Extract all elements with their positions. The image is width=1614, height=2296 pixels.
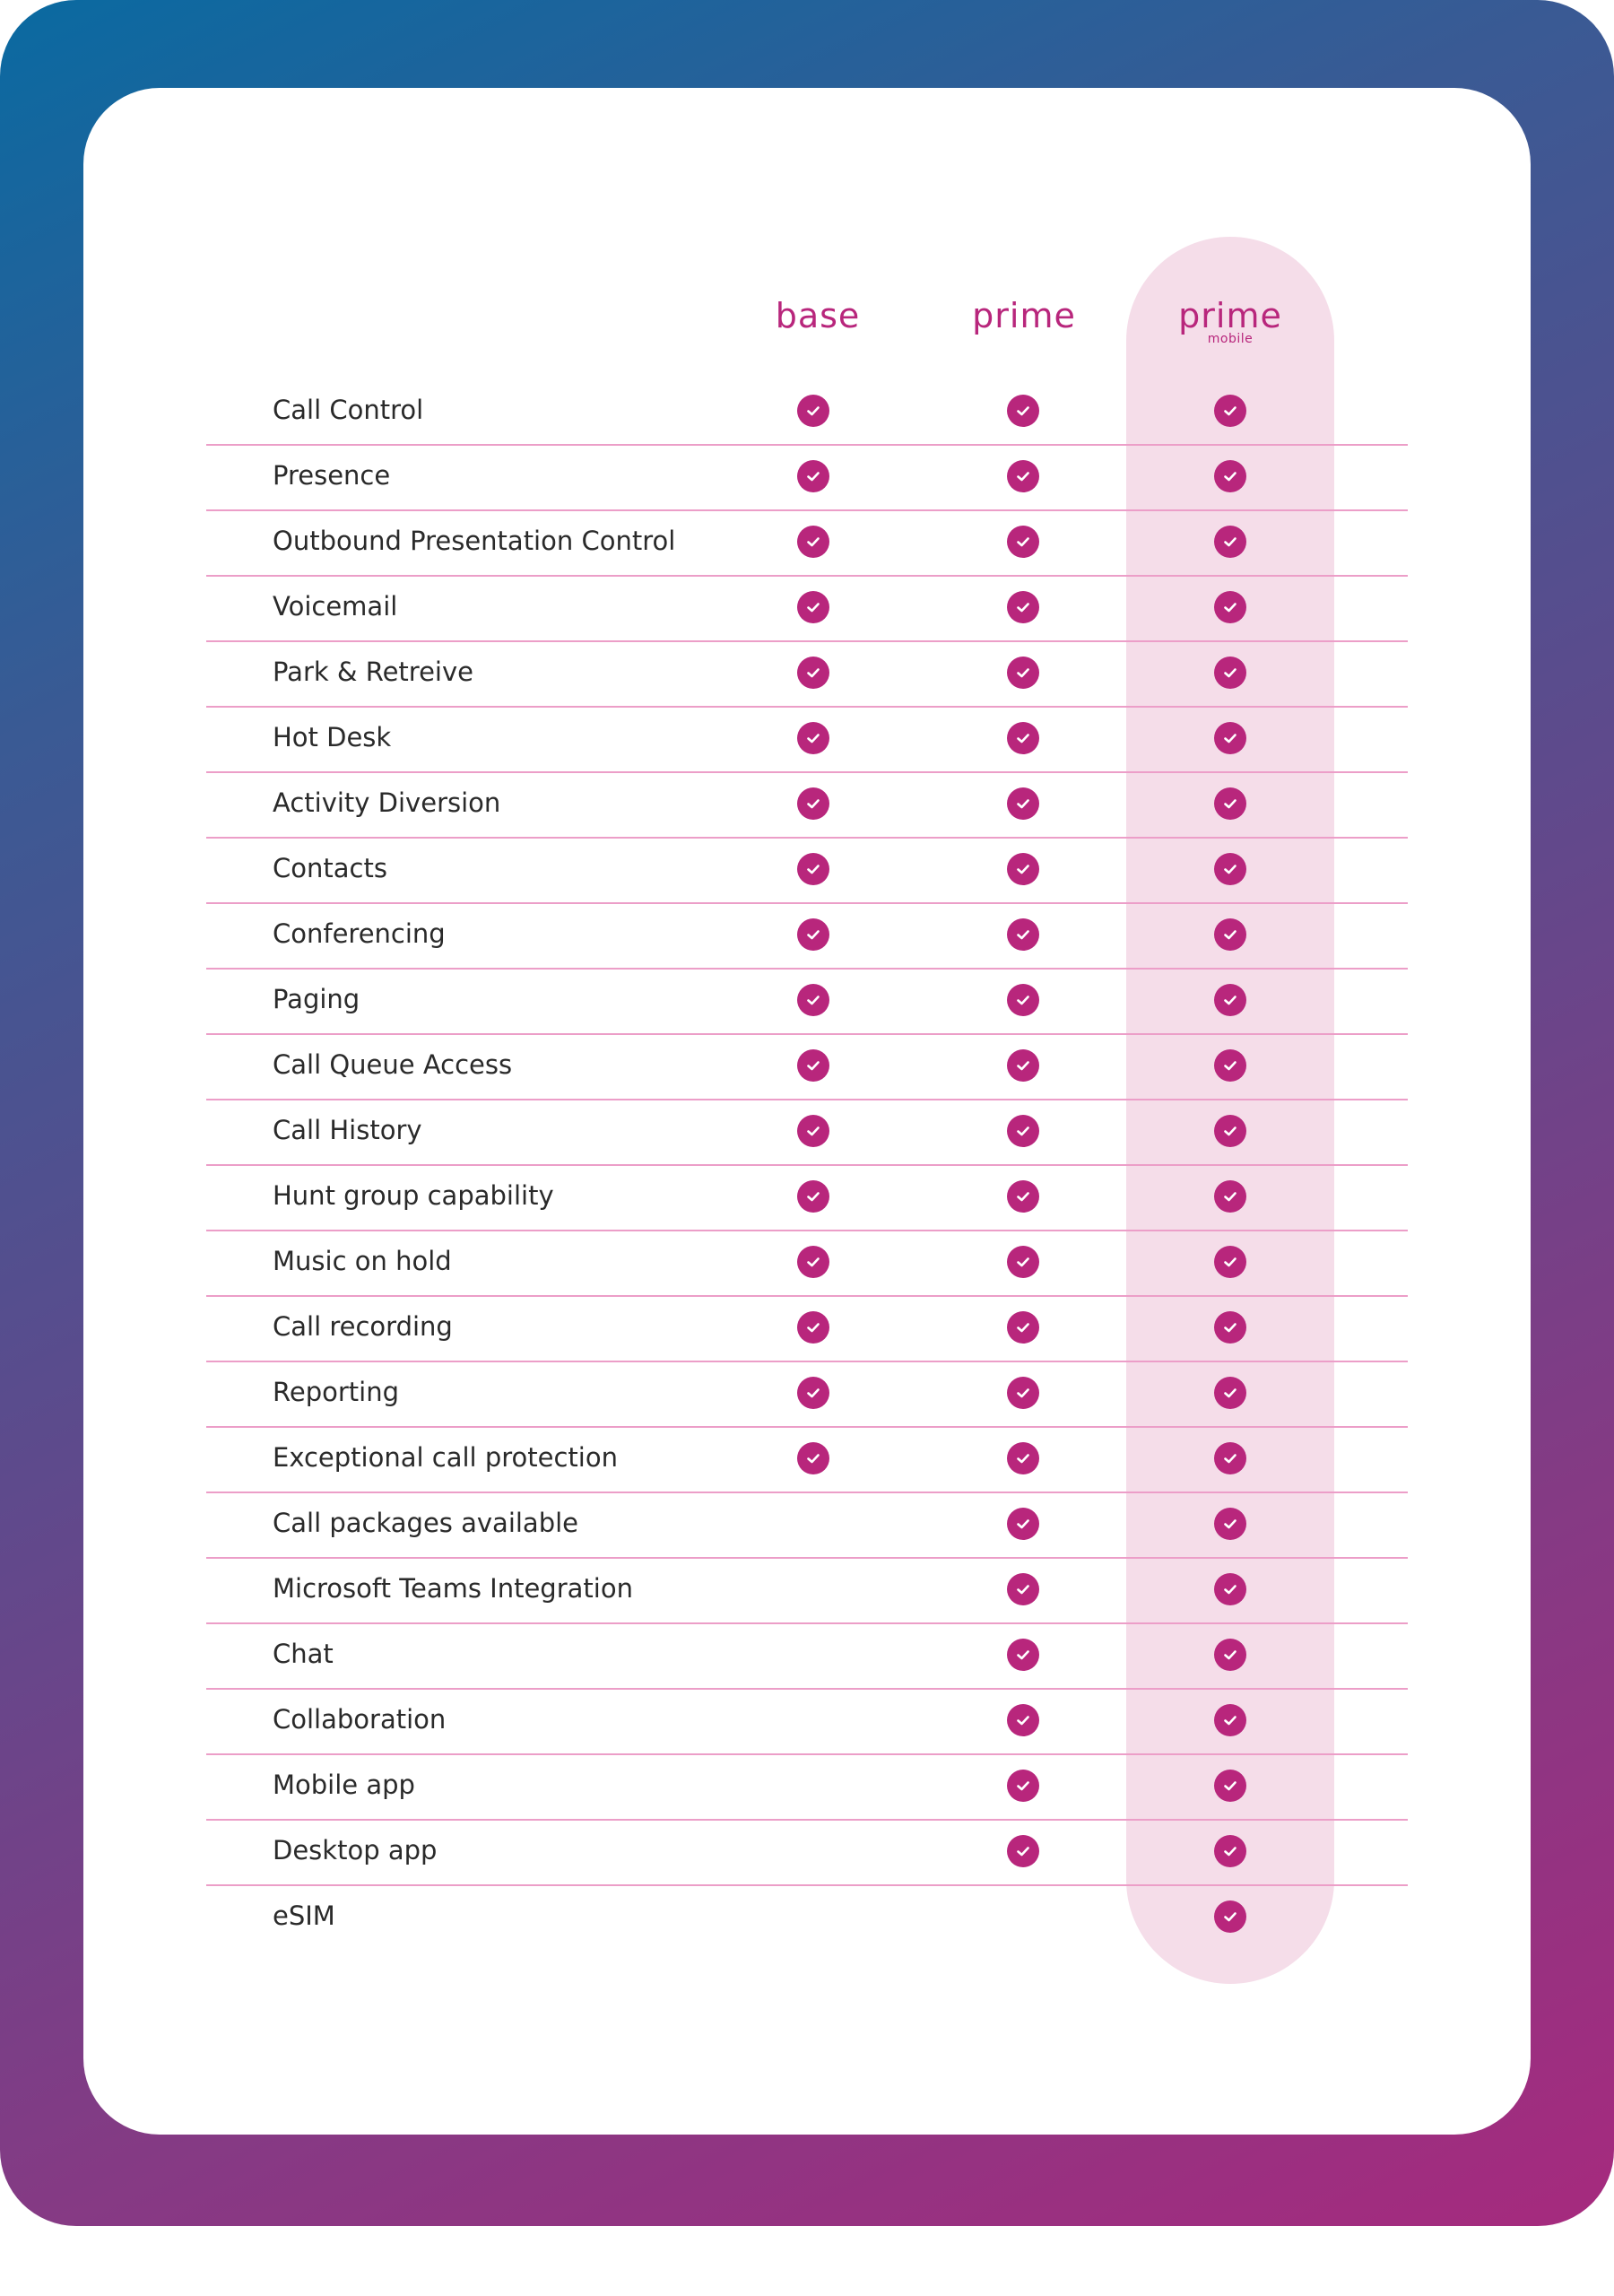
column-header-prime-mobile <box>1126 296 1334 346</box>
feature-label: Paging <box>273 984 360 1014</box>
check-icon <box>1007 1442 1039 1474</box>
check-icon <box>1214 395 1246 427</box>
feature-label: Microsoft Teams Integration <box>273 1573 633 1604</box>
check-icon <box>1214 1115 1246 1147</box>
feature-label: Desktop app <box>273 1835 438 1866</box>
check-icon <box>1214 787 1246 820</box>
feature-label: Call History <box>273 1115 422 1145</box>
check-icon <box>1214 1377 1246 1409</box>
column-header-label: base <box>775 296 861 335</box>
table-row <box>206 1035 1408 1100</box>
check-icon <box>1214 657 1246 689</box>
check-icon <box>797 1442 829 1474</box>
feature-label: Mobile app <box>273 1770 415 1800</box>
table-row <box>206 1821 1408 1886</box>
table-row <box>206 446 1408 511</box>
check-icon <box>797 526 829 558</box>
table-row <box>206 642 1408 708</box>
check-icon <box>1214 853 1246 885</box>
table-row <box>206 1493 1408 1559</box>
check-icon <box>1007 395 1039 427</box>
check-icon <box>1007 1246 1039 1278</box>
table-row <box>206 1297 1408 1362</box>
table-row <box>206 1231 1408 1297</box>
check-icon <box>1214 722 1246 754</box>
table-row <box>206 970 1408 1035</box>
table-row <box>206 1886 1408 1952</box>
table-row <box>206 708 1408 773</box>
check-icon <box>797 1180 829 1213</box>
feature-label: Voicemail <box>273 591 398 622</box>
check-icon <box>1214 591 1246 623</box>
check-icon <box>1007 1835 1039 1867</box>
table-row <box>206 839 1408 904</box>
feature-label: Call recording <box>273 1311 453 1342</box>
check-icon <box>1214 1835 1246 1867</box>
feature-label: Park & Retreive <box>273 657 473 687</box>
table-row <box>206 1624 1408 1690</box>
check-icon <box>797 1311 829 1344</box>
feature-label: Chat <box>273 1639 334 1669</box>
check-icon <box>1007 1639 1039 1671</box>
feature-label: Music on hold <box>273 1246 452 1276</box>
check-icon <box>1007 853 1039 885</box>
feature-label: Hunt group capability <box>273 1180 554 1211</box>
feature-label: Reporting <box>273 1377 399 1407</box>
check-icon <box>1214 1442 1246 1474</box>
check-icon <box>1007 526 1039 558</box>
check-icon <box>1214 1311 1246 1344</box>
check-icon <box>797 1246 829 1278</box>
check-icon <box>1007 1180 1039 1213</box>
check-icon <box>1214 1639 1246 1671</box>
check-icon <box>797 1049 829 1082</box>
check-icon <box>1214 1770 1246 1802</box>
check-icon <box>1214 918 1246 951</box>
column-header-base <box>714 296 922 335</box>
column-header-prime <box>920 296 1128 335</box>
feature-label: Activity Diversion <box>273 787 501 818</box>
check-icon <box>797 853 829 885</box>
check-icon <box>797 918 829 951</box>
check-icon <box>1007 1049 1039 1082</box>
check-icon <box>797 395 829 427</box>
feature-label: Exceptional call protection <box>273 1442 618 1473</box>
check-icon <box>797 460 829 492</box>
check-icon <box>1214 984 1246 1016</box>
check-icon <box>1214 1246 1246 1278</box>
table-row <box>206 773 1408 839</box>
table-row <box>206 1362 1408 1428</box>
check-icon <box>1007 460 1039 492</box>
table-row <box>206 1559 1408 1624</box>
table-row <box>206 904 1408 970</box>
check-icon <box>1007 1115 1039 1147</box>
check-icon <box>1214 526 1246 558</box>
check-icon <box>1007 1704 1039 1736</box>
check-icon <box>1214 1508 1246 1540</box>
check-icon <box>1007 591 1039 623</box>
check-icon <box>797 722 829 754</box>
check-icon <box>1214 1180 1246 1213</box>
check-icon <box>797 1377 829 1409</box>
table-row <box>206 577 1408 642</box>
table-row <box>206 511 1408 577</box>
table-row <box>206 1100 1408 1166</box>
feature-label: Call Control <box>273 395 424 425</box>
table-row <box>206 380 1408 446</box>
table-row <box>206 1166 1408 1231</box>
feature-label: Conferencing <box>273 918 446 949</box>
check-icon <box>1214 1704 1246 1736</box>
check-icon <box>1007 787 1039 820</box>
check-icon <box>1007 1508 1039 1540</box>
column-header-label: prime <box>1178 296 1282 335</box>
feature-label: Call packages available <box>273 1508 579 1538</box>
check-icon <box>797 591 829 623</box>
check-icon <box>1214 1900 1246 1933</box>
check-icon <box>797 657 829 689</box>
check-icon <box>797 787 829 820</box>
check-icon <box>1007 1377 1039 1409</box>
column-header-label: prime <box>972 296 1076 335</box>
feature-label: Collaboration <box>273 1704 447 1735</box>
feature-label: Contacts <box>273 853 387 883</box>
check-icon <box>1007 657 1039 689</box>
feature-label: eSIM <box>273 1900 335 1931</box>
check-icon <box>1007 1573 1039 1605</box>
table-row <box>206 1755 1408 1821</box>
check-icon <box>1214 1049 1246 1082</box>
check-icon <box>1214 460 1246 492</box>
check-icon <box>1007 722 1039 754</box>
check-icon <box>797 984 829 1016</box>
feature-label: Call Queue Access <box>273 1049 513 1080</box>
table-row <box>206 1428 1408 1493</box>
feature-label: Presence <box>273 460 391 491</box>
check-icon <box>797 1115 829 1147</box>
check-icon <box>1007 984 1039 1016</box>
check-icon <box>1007 1311 1039 1344</box>
feature-label: Hot Desk <box>273 722 392 752</box>
feature-table <box>206 380 1408 1952</box>
column-header-sublabel: mobile <box>1207 332 1254 346</box>
check-icon <box>1214 1573 1246 1605</box>
check-icon <box>1007 1770 1039 1802</box>
feature-label: Outbound Presentation Control <box>273 526 676 556</box>
table-row <box>206 1690 1408 1755</box>
check-icon <box>1007 918 1039 951</box>
